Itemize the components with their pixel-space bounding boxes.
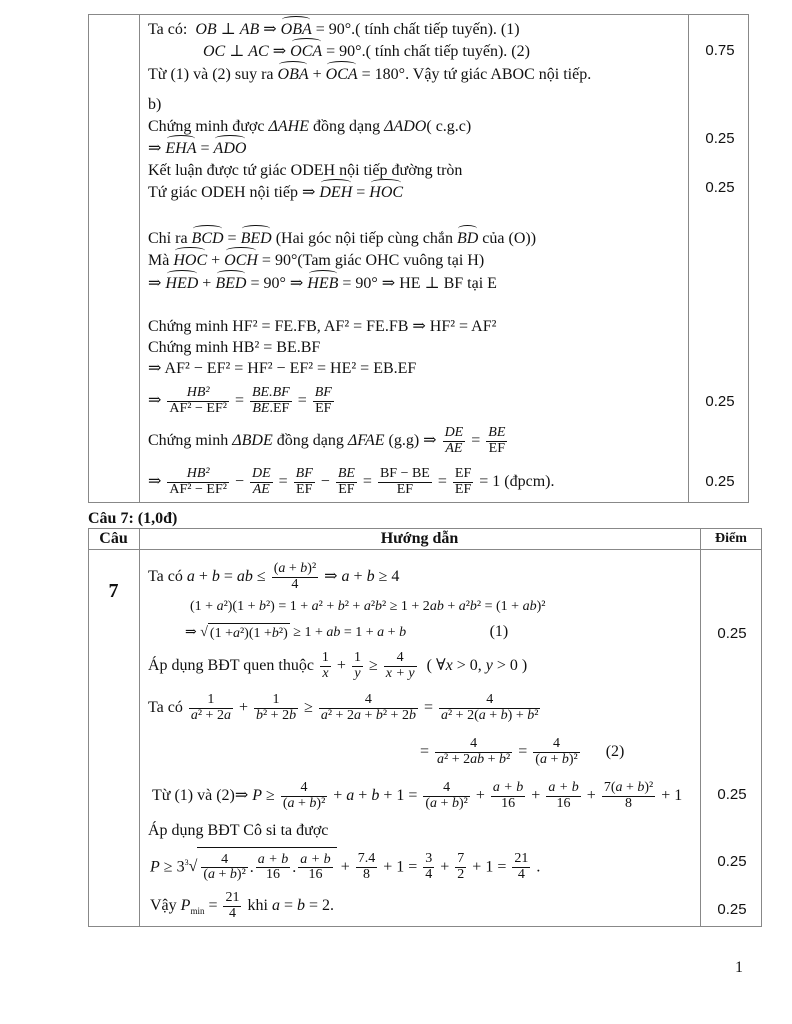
part-b-line-10: ⇒ AF² − EF² = HF² − EF² = HE² = EB.EF xyxy=(148,360,417,377)
part-b-line-3: Kết luận được tứ giác ODEH nội tiếp đường tròn xyxy=(148,162,463,179)
part-a-line-2: OC ⊥ AC ⇒ OCA = 90°.( tính chất tiếp tuyến). (2) xyxy=(203,43,530,60)
q7-line-2: (1 + a²)(1 + b²) = 1 + a² + b² + a²b² ≥ 1 + 2ab + a²b² = (1 + ab)² xyxy=(190,599,546,614)
part-b-line-7: ⇒ HED + BED = 90° ⇒ HEB = 90° ⇒ HE ⊥ BF tại E xyxy=(148,275,497,292)
top-table-col-divider-2 xyxy=(688,14,689,503)
q7-line-6: = $\frac{4}{\text{a² + 2ab + b²}}$ = $\frac{4}{\text{(a + b)²}}$ (2) xyxy=(420,736,625,767)
q7-score-3: 0.25 xyxy=(717,853,747,870)
part-b-line-4: Tứ giác ODEH nội tiếp ⇒ DEH = HOC xyxy=(148,184,404,201)
page-number: 1 xyxy=(735,959,743,976)
part-b-line-5: Chỉ ra BCD = BED (Hai góc nội tiếp cùng chắn BD của (O)) xyxy=(148,230,537,247)
part-b-line-11: ⇒ $\frac{\text{HB²}}{\text{AF² − EF²}}$ = $\frac{BE.BF}{BE.EF}$ = $\frac{BF}{EF}$ xyxy=(148,385,332,416)
header-diem: Điểm xyxy=(715,531,747,546)
part-b-line-9: Chứng minh HB² = BE.BF xyxy=(148,339,321,356)
header-huong-dan: Hướng dẫn xyxy=(380,530,459,547)
top-table-col-divider-1 xyxy=(139,14,140,503)
question-7-col-divider-1 xyxy=(139,528,140,927)
part-a-line-3: Từ (1) và (2) suy ra OBA + OCA = 180°. Vậy tứ giác ABOC nội tiếp. xyxy=(148,66,592,83)
question-7-header-divider xyxy=(88,549,762,550)
q7-score-4: 0.25 xyxy=(717,901,747,918)
part-b-score-4: 0.25 xyxy=(705,473,735,490)
part-b-score-1: 0.25 xyxy=(705,130,735,147)
part-b-line-1: Chứng minh được ΔAHE đồng dạng ΔADO( c.g.c) xyxy=(148,118,472,135)
header-cau: Câu xyxy=(99,530,128,547)
part-b-label: b) xyxy=(148,96,162,113)
question-7-heading: Câu 7: (1,0đ) xyxy=(88,510,178,527)
q7-line-4: Áp dụng BĐT quen thuộc $\frac{1}{x}$ + $\frac{1}{y}$ ≥ $\frac{4}{x + y}$ ( ∀x > 0, y > 0 ) xyxy=(148,650,528,681)
q7-line-7: Từ (1) và (2)⇒ P ≥ $\frac{4}{\text{(a + b)²}}$ + a + b + 1 = $\frac{4}{\text{(a + b)²}}$ + $\frac{a + b}{16}$ + $\frac{a + b}{16}$ + $\frac{\text{7(a + b)²}}{8}$ + 1 xyxy=(152,780,683,811)
q7-line-5: Ta có $\frac{1}{\text{a² + 2a}}$ + $\frac{1}{\text{b² + 2b}}$ ≥ $\frac{4}{\text{a² + 2a + b² + 2b}}$ = $\frac{4}{\text{a² + 2(a + b) + b²}}$ xyxy=(148,692,539,723)
q7-score-2: 0.25 xyxy=(717,786,747,803)
q7-line-10: Vậy $P_{min}$ = $\frac{21}{4}$ khi a = b = 2. xyxy=(150,890,334,921)
question-7-col-divider-2 xyxy=(700,528,701,927)
part-b-line-13: ⇒ $\frac{\text{HB²}}{\text{AF² − EF²}}$ − $\frac{DE}{AE}$ = $\frac{BF}{EF}$ − $\frac{BE}{EF}$ = $\frac{BF - BE}{EF}$ = $\frac{EF}{EF}$ = 1 (đpcm). xyxy=(148,466,555,497)
part-a-score: 0.75 xyxy=(705,42,735,59)
question-number: 7 xyxy=(108,580,119,602)
q7-line-1: Ta có a + b = ab ≤ $\frac{\text{(a + b)²}}{4}$ ⇒ a + b ≥ 4 xyxy=(148,561,400,592)
part-b-score-3: 0.25 xyxy=(705,393,735,410)
q7-line-8: Áp dụng BĐT Cô si ta được xyxy=(148,822,329,839)
part-a-line-1: Ta có: OB ⊥ AB ⇒ OBA = 90°.( tính chất tiếp tuyến). (1) xyxy=(148,21,520,38)
part-b-line-12: Chứng minh ΔBDE đồng dạng ΔFAE (g.g) ⇒ $\frac{DE}{AE}$ = $\frac{BE}{EF}$ xyxy=(148,425,506,456)
q7-line-9: $P \ge 3^3√$ $\frac{4}{\text{(a + b)²}}$ . $\frac{a + b}{16}$ . $\frac{a + b}{16}$ + $\frac{7.4}{8}$ + 1 = $\frac{3}{4}$ + $\frac{7}{2}$ + 1 = $\frac{21}{4}$ . xyxy=(150,843,540,888)
q7-score-1: 0.25 xyxy=(717,625,747,642)
part-b-score-2: 0.25 xyxy=(705,179,735,196)
part-b-line-6: Mà HOC + OCH = 90°(Tam giác OHC vuông tại H) xyxy=(148,252,485,269)
part-b-line-8: Chứng minh HF² = FE.FB, AF² = FE.FB ⇒ HF² = AF² xyxy=(148,318,497,335)
part-b-line-2: ⇒ EHA = ADO xyxy=(148,140,247,157)
q7-line-3: ⇒ √ (1 + a ²)(1 + b ²) ≥ 1 + ab = 1 + a + b (1) xyxy=(185,622,508,644)
